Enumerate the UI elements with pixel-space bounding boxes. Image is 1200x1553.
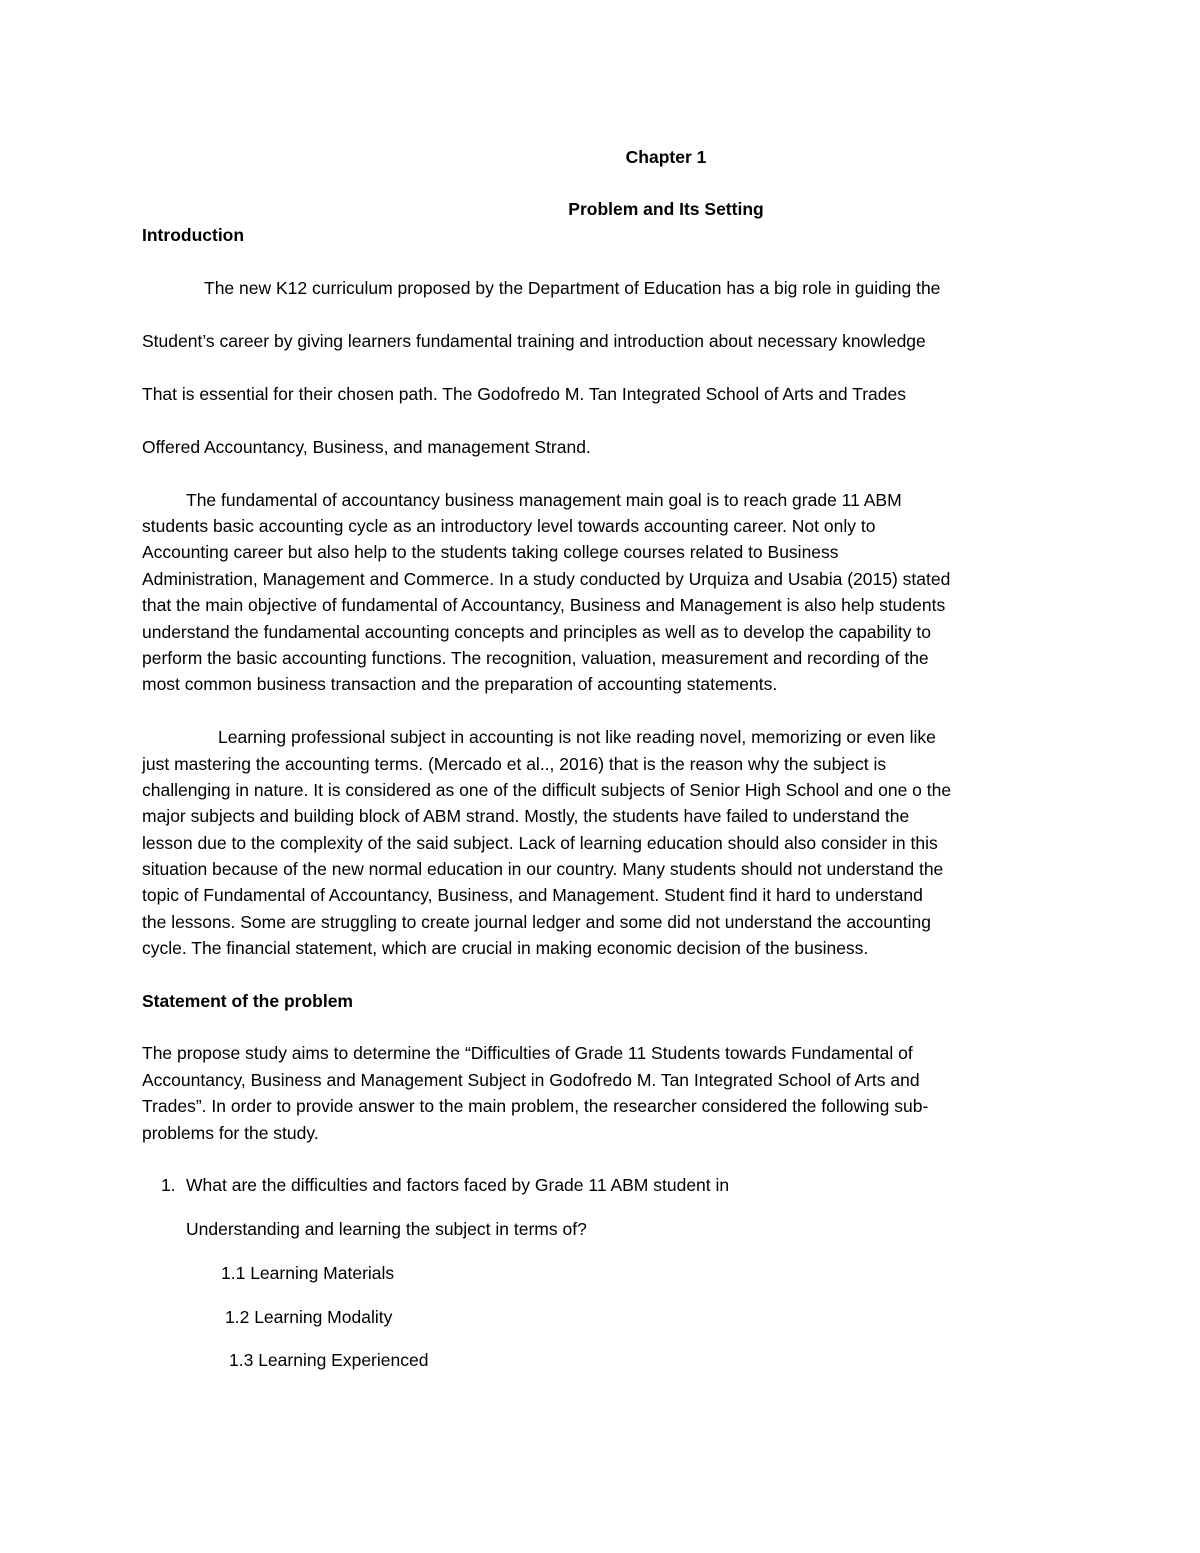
chapter-title: Problem and Its Setting xyxy=(568,199,764,219)
statement-line: problems for the study. xyxy=(142,1123,319,1143)
intro-p3-line: major subjects and building block of ABM strand. Mostly, the students have failed to understand the xyxy=(142,806,910,826)
sub-list-item: 1.1 Learning Materials xyxy=(221,1263,395,1283)
intro-p3-line: challenging in nature. It is considered as one of the difficult subjects of Senior High School and one o the xyxy=(142,780,952,800)
intro-p3-line: lesson due to the complexity of the said subject. Lack of learning education should also consider in this xyxy=(142,833,938,853)
sub-list-item: 1.2 Learning Modality xyxy=(225,1307,393,1327)
list-item-text: What are the difficulties and factors faced by Grade 11 ABM student in xyxy=(186,1175,730,1195)
intro-p3-line: cycle. The financial statement, which are crucial in making economic decision of the business. xyxy=(142,938,869,958)
intro-p1-line: The new K12 curriculum proposed by the Department of Education has a big role in guiding the xyxy=(204,278,941,298)
intro-p3-line: Learning professional subject in accounting is not like reading novel, memorizing or even like xyxy=(218,727,936,747)
intro-p2-line: The fundamental of accountancy business management main goal is to reach grade 11 ABM xyxy=(186,490,902,510)
intro-p2-line: students basic accounting cycle as an introductory level towards accounting career. Not only to xyxy=(142,516,876,536)
intro-p2-line: that the main objective of fundamental of Accountancy, Business and Management is also help students xyxy=(142,595,946,615)
intro-p3-line: situation because of the new normal education in our country. Many students should not understand the xyxy=(142,859,944,879)
list-item-text: Understanding and learning the subject in terms of? xyxy=(186,1219,587,1239)
intro-p1-line: Student’s career by giving learners fundamental training and introduction about necessary knowledge xyxy=(142,331,926,351)
intro-p2-line: perform the basic accounting functions. The recognition, valuation, measurement and recording of the xyxy=(142,648,929,668)
list-item-number: 1. xyxy=(161,1175,176,1195)
intro-p2-line: most common business transaction and the preparation of accounting statements. xyxy=(142,674,778,694)
introduction-heading: Introduction xyxy=(142,225,245,245)
chapter-heading: Chapter 1 xyxy=(625,147,707,167)
statement-line: Trades”. In order to provide answer to the main problem, the researcher considered the following sub- xyxy=(142,1096,929,1116)
statement-heading: Statement of the problem xyxy=(142,991,353,1011)
intro-p2-line: Administration, Management and Commerce. In a study conducted by Urquiza and Usabia (2015) stated xyxy=(142,569,951,589)
intro-p1-line: That is essential for their chosen path. The Godofredo M. Tan Integrated School of Arts and Trades xyxy=(142,384,906,404)
statement-line: The propose study aims to determine the “Difficulties of Grade 11 Students towards Fundamental of xyxy=(142,1043,913,1063)
intro-p1-line: Offered Accountancy, Business, and management Strand. xyxy=(142,437,591,457)
intro-p3-line: just mastering the accounting terms. (Mercado et al.., 2016) that is the reason why the subject is xyxy=(142,754,887,774)
intro-p2-line: understand the fundamental accounting concepts and principles as well as to develop the capability to xyxy=(142,622,931,642)
intro-p3-line: the lessons. Some are struggling to create journal ledger and some did not understand the accounting xyxy=(142,912,931,932)
sub-list-item: 1.3 Learning Experienced xyxy=(229,1350,429,1370)
statement-line: Accountancy, Business and Management Subject in Godofredo M. Tan Integrated School of Arts and xyxy=(142,1070,920,1090)
intro-p3-line: topic of Fundamental of Accountancy, Business, and Management. Student find it hard to understand xyxy=(142,885,923,905)
intro-p2-line: Accounting career but also help to the students taking college courses related to Business xyxy=(142,542,839,562)
